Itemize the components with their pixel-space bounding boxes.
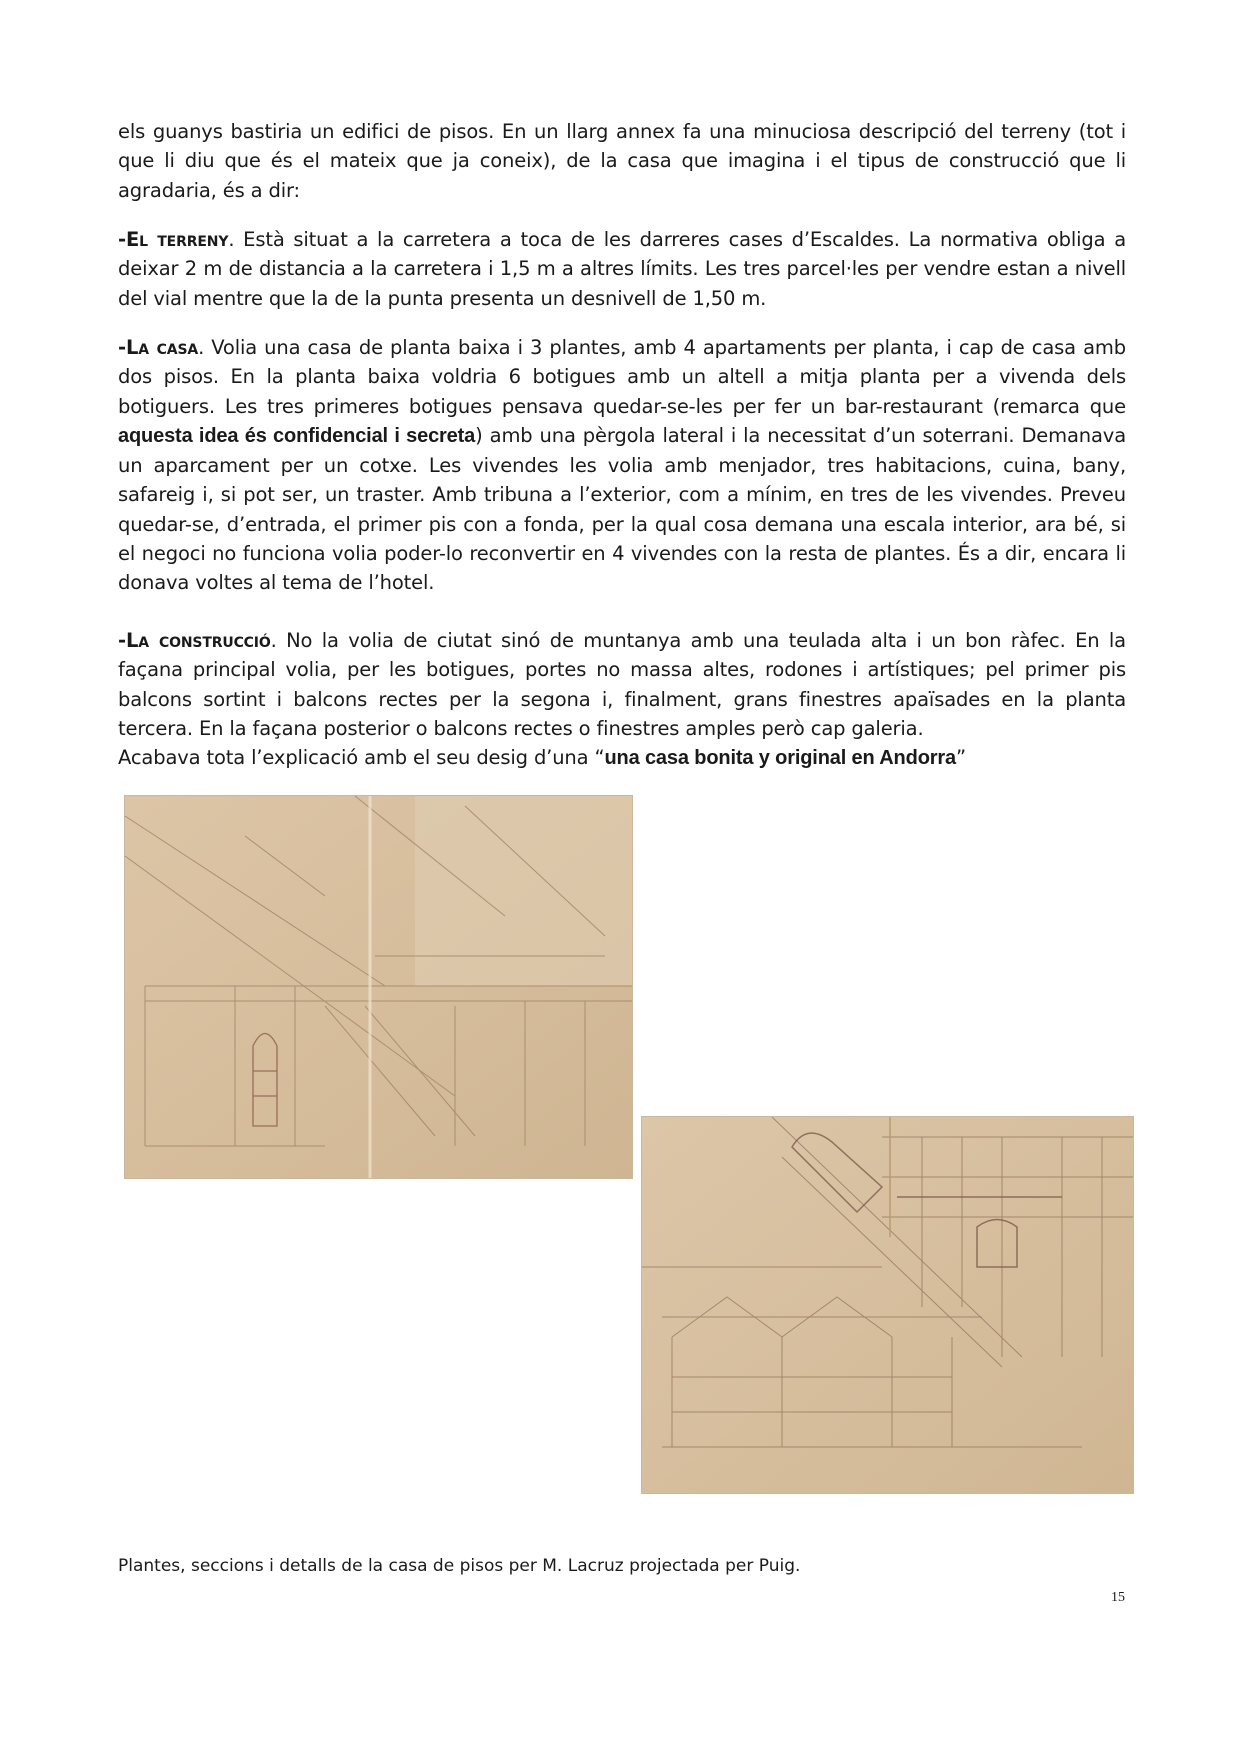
casa-heading: -La casa (118, 336, 199, 359)
figure-caption: Plantes, seccions i detalls de la casa de pisos per M. Lacruz projectada per Puig. (118, 1556, 801, 1576)
construccio-heading: -La construcció (118, 629, 271, 652)
closing-bold-text: una casa bonita y original en Andorra (604, 747, 956, 770)
blueprint-drawing-1 (125, 796, 632, 1178)
blueprint-drawing-2 (642, 1117, 1133, 1493)
intro-text: els guanys bastiria un edifici de pisos. En un llarg annex fa una minuciosa descripció del terreny (tot i que li diu que és el mateix que ja coneix), de la casa que imagina i el tipus de construcció que li agradaria, és a dir: (118, 120, 1126, 202)
blueprint-photo-2 (641, 1116, 1134, 1494)
closing-text-2: ” (956, 746, 966, 770)
blueprint-photo-1 (124, 795, 633, 1179)
casa-paragraph (118, 333, 1126, 598)
construccio-paragraph (118, 626, 1126, 773)
casa-bold-text: aquesta idea és confidencial i secreta (118, 424, 476, 447)
closing-text-1: Acabava tota l’explicació amb el seu desig d’una “ (118, 746, 605, 770)
terreny-text: . Està situat a la carretera a toca de les darreres cases d’Escaldes. La normativa obliga a deixar 2 m de distancia a la carretera i 1,5 m a altres límits. Les tres parcel·les per vendre estan a nivell del vial mentre que la de la punta presenta un desnivell de 1,50 m. (118, 228, 1126, 310)
casa-text-1: . Volia una casa de planta baixa i 3 plantes, amb 4 apartaments per planta, i cap de casa amb dos pisos. En la planta baixa voldria 6 botigues amb un altell a mitja planta per a vivenda dels botiguers. Les tres primeres botigues pensava quedar-se-les per fer un bar-restaurant (remarca que (118, 336, 1126, 418)
construccio-text: . No la volia de ciutat sinó de muntanya amb una teulada alta i un bon ràfec. En la façana principal volia, per les botigues, portes no massa altes, rodones i artístiques; pel primer pis balcons sortint i balcons rectes per la segona i, finalment, grans finestres apaïsades en la planta tercera. En la façana posterior o balcons rectes o finestres amples però cap galeria. (118, 629, 1126, 740)
intro-paragraph (118, 117, 1126, 205)
page-number: 15 (1111, 1590, 1125, 1605)
terreny-paragraph (118, 225, 1126, 313)
terreny-heading: -El terreny (118, 228, 229, 251)
casa-text-2: ) amb una pèrgola lateral i la necessitat d’un soterrani. Demanava un aparcament per un cotxe. Les vivendes les volia amb menjador, tres habitacions, cuina, bany, safareig i, si pot ser, un traster. Amb tribuna a l’exterior, com a mínim, en tres de les vivendes. Preveu quedar-se, d’entrada, el primer pis con a fonda, per la qual cosa demana una escala interior, ara bé, si el negoci no funciona volia poder-lo reconvertir en 4 vivendes con la resta de plantes. És a dir, encara li donava voltes al tema de l’hotel. (118, 423, 1126, 595)
